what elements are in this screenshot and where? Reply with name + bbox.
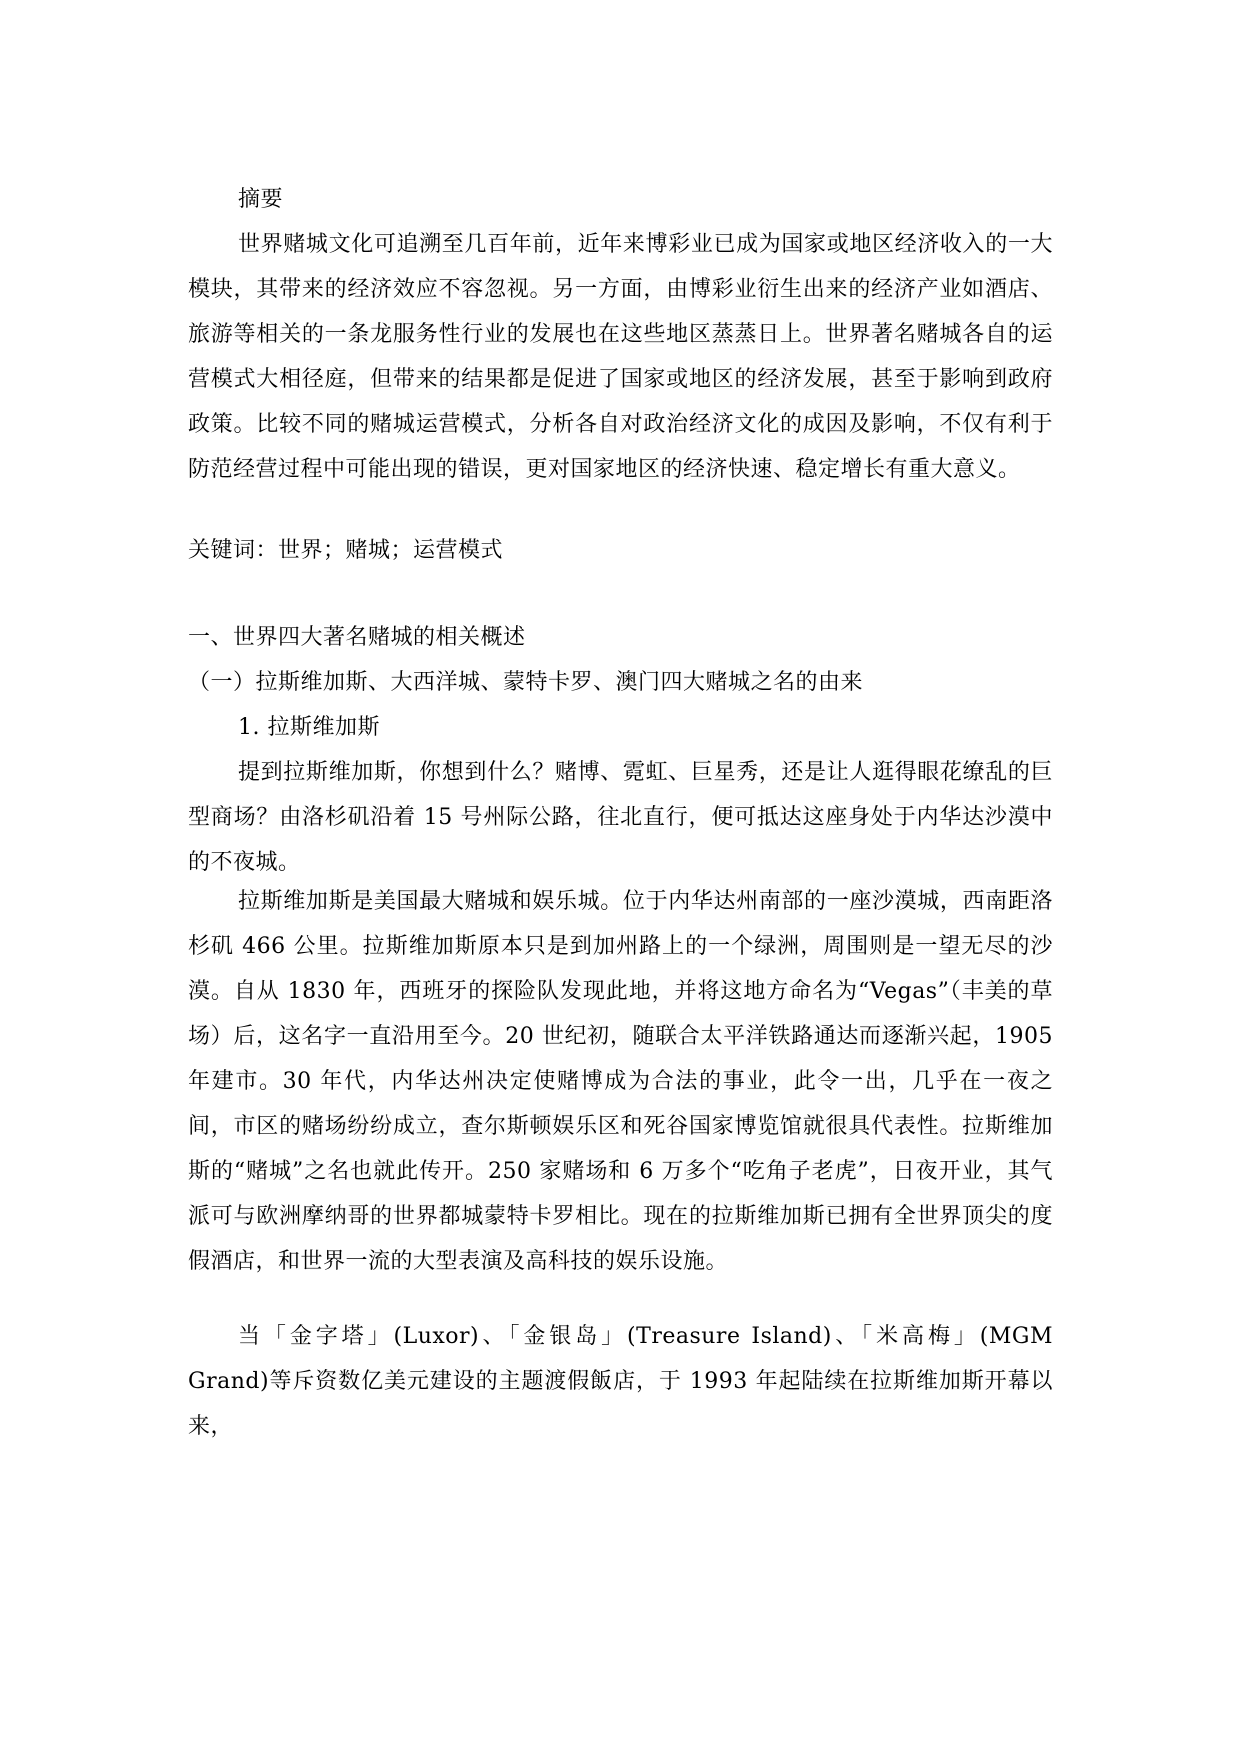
section-heading: 一、世界四大著名赌城的相关概述 — [188, 625, 526, 650]
subsection-heading: （一）拉斯维加斯、大西洋城、蒙特卡罗、澳门四大赌城之名的由来 — [188, 670, 864, 695]
paragraph: 提到拉斯维加斯，你想到什么？赌博、霓虹、巨星秀，还是让人逛得眼花缭乱的巨型商场？由洛杉矶沿着 15 号州际公路，往北直行，便可抵达这座身处于内华达沙漠中的不夜城。 — [188, 760, 1053, 875]
abstract-body: 世界赌城文化可追溯至几百年前，近年来博彩业已成为国家或地区经济收入的一大模块，其带来的经济效应不容忽视。另一方面，由博彩业衍生出来的经济产业如酒店、旅游等相关的一条龙服务性行业的发展也在这些地区蒸蒸日上。世界著名赌城各自的运营模式大相径庭，但带来的结果都是促进了国家或地区的经济发展，甚至于影响到政府政策。比较不同的赌城运营模式，分析各自对政治经济文化的成因及影响，不仅有利于防范经营过程中可能出现的错误，更对国家地区的经济快速、稳定增长有重大意义。 — [188, 232, 1053, 482]
paragraph: 拉斯维加斯是美国最大赌城和娱乐城。位于内华达州南部的一座沙漠城，西南距洛杉矶 466 公里。拉斯维加斯原本只是到加州路上的一个绿洲，周围则是一望无尽的沙漠。自从 1830 年，西班牙的探险队发现此地，并将这地方命名为“Vegas”（丰美的草场）后，这名字一直沿用至今。20 世纪初，随联合太平洋铁路通达而逐渐兴起，1905 年建市。30 年代，内华达州决定使赌博成为合法的事业，此令一出，几乎在一夜之间，市区的赌场纷纷成立，查尔斯顿娱乐区和死谷国家博览馆就很具代表性。拉斯维加斯的“赌城”之名也就此传开。250 家赌场和 6 万多个“吃角子老虎”，日夜开业，其气派可与欧洲摩纳哥的世界都城蒙特卡罗相比。现在的拉斯维加斯已拥有全世界顶尖的度假酒店，和世界一流的大型表演及高科技的娱乐设施。 — [188, 889, 1053, 1274]
abstract-title: 摘要 — [238, 187, 284, 212]
keywords: 关键词：世界；赌城；运营模式 — [188, 538, 504, 563]
paragraph: 当「金字塔」(Luxor)、「金银岛」(Treasure Island)、「米高梅」(MGM Grand)等斥资数亿美元建设的主题渡假飯店，于 1993 年起陆续在拉斯维加斯开幕以来， — [188, 1324, 1053, 1439]
item-heading: 1. 拉斯维加斯 — [238, 715, 380, 740]
